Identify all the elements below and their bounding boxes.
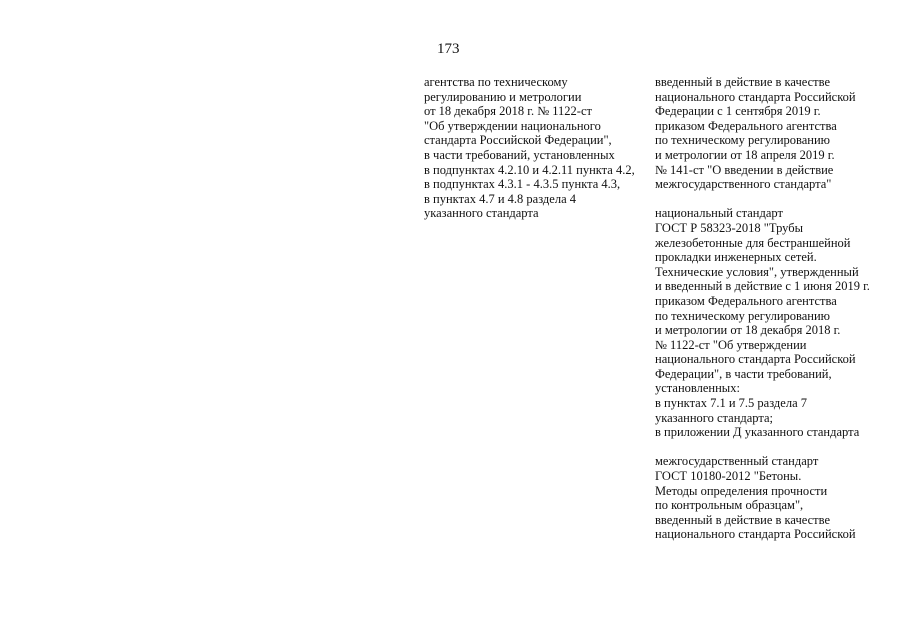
text-line: "Об утверждении национального: [424, 118, 601, 133]
text-line: и метрологии от 18 декабря 2018 г.: [655, 323, 841, 338]
text-line: введенный в действие в качестве: [655, 75, 831, 89]
text-line: и введенный в действие с 1 июня 2019 г.: [655, 279, 870, 294]
text-line: приказом Федерального агентства: [655, 293, 837, 308]
paragraph-block-1: [655, 75, 870, 192]
text-line: приказом Федерального агентства: [655, 118, 837, 133]
text-line: по техническому регулированию: [655, 133, 831, 148]
text-line: Технические условия", утвержденный: [655, 264, 859, 279]
text-line: указанного стандарта: [424, 206, 539, 221]
text-line: в части требований, установленных: [424, 147, 615, 162]
text-line: регулированию и метрологии: [424, 89, 582, 104]
text-line: межгосударственного стандарта": [655, 177, 832, 192]
text-line: по контрольным образцам",: [655, 498, 804, 513]
text-line: национального стандарта Российской: [655, 352, 856, 367]
text-line: и метрологии от 18 апреля 2019 г.: [655, 147, 835, 162]
text-line: от 18 декабря 2018 г. № 1122-ст: [424, 104, 592, 119]
text-line: межгосударственный стандарт: [655, 454, 819, 469]
text-line: № 1122-ст "Об утверждении: [655, 337, 807, 352]
text-line: в пунктах 7.1 и 7.5 раздела 7: [655, 396, 807, 411]
text-line: указанного стандарта;: [655, 410, 774, 425]
text-line: Федерации с 1 сентября 2019 г.: [655, 104, 821, 119]
text-line: в пунктах 4.7 и 4.8 раздела 4: [424, 191, 576, 206]
paragraph-block-2: [655, 206, 870, 440]
text-line: ГОСТ 10180-2012 "Бетоны.: [655, 469, 802, 484]
text-line: национального стандарта Российской: [655, 527, 856, 542]
text-line: ГОСТ Р 58323-2018 "Трубы: [655, 220, 803, 235]
page-number: 173: [437, 41, 460, 57]
text-line: в подпунктах 4.2.10 и 4.2.11 пункта 4.2,: [424, 162, 635, 177]
text-line: в приложении Д указанного стандарта: [655, 425, 860, 440]
paragraph-gap: [655, 192, 870, 207]
text-line: железобетонные для бестраншейной: [655, 235, 851, 250]
paragraph-gap: [655, 440, 870, 455]
text-line: Методы определения прочности: [655, 483, 828, 498]
paragraph-block-3: [655, 454, 870, 542]
text-line: введенный в действие в качестве: [655, 512, 831, 527]
text-line: Федерации", в части требований,: [655, 366, 832, 381]
text-line: по техническому регулированию: [655, 308, 831, 323]
left-column: [424, 75, 635, 221]
text-line: стандарта Российской Федерации",: [424, 133, 612, 148]
text-line: агентства по техническому: [424, 75, 568, 89]
text-line: прокладки инженерных сетей.: [655, 250, 817, 265]
text-line: № 141-ст "О введении в действие: [655, 162, 834, 177]
text-line: установленных:: [655, 381, 740, 396]
text-line: национального стандарта Российской: [655, 89, 856, 104]
text-line: в подпунктах 4.3.1 - 4.3.5 пункта 4.3,: [424, 177, 621, 192]
right-column: [655, 75, 870, 542]
text-line: национальный стандарт: [655, 206, 783, 221]
